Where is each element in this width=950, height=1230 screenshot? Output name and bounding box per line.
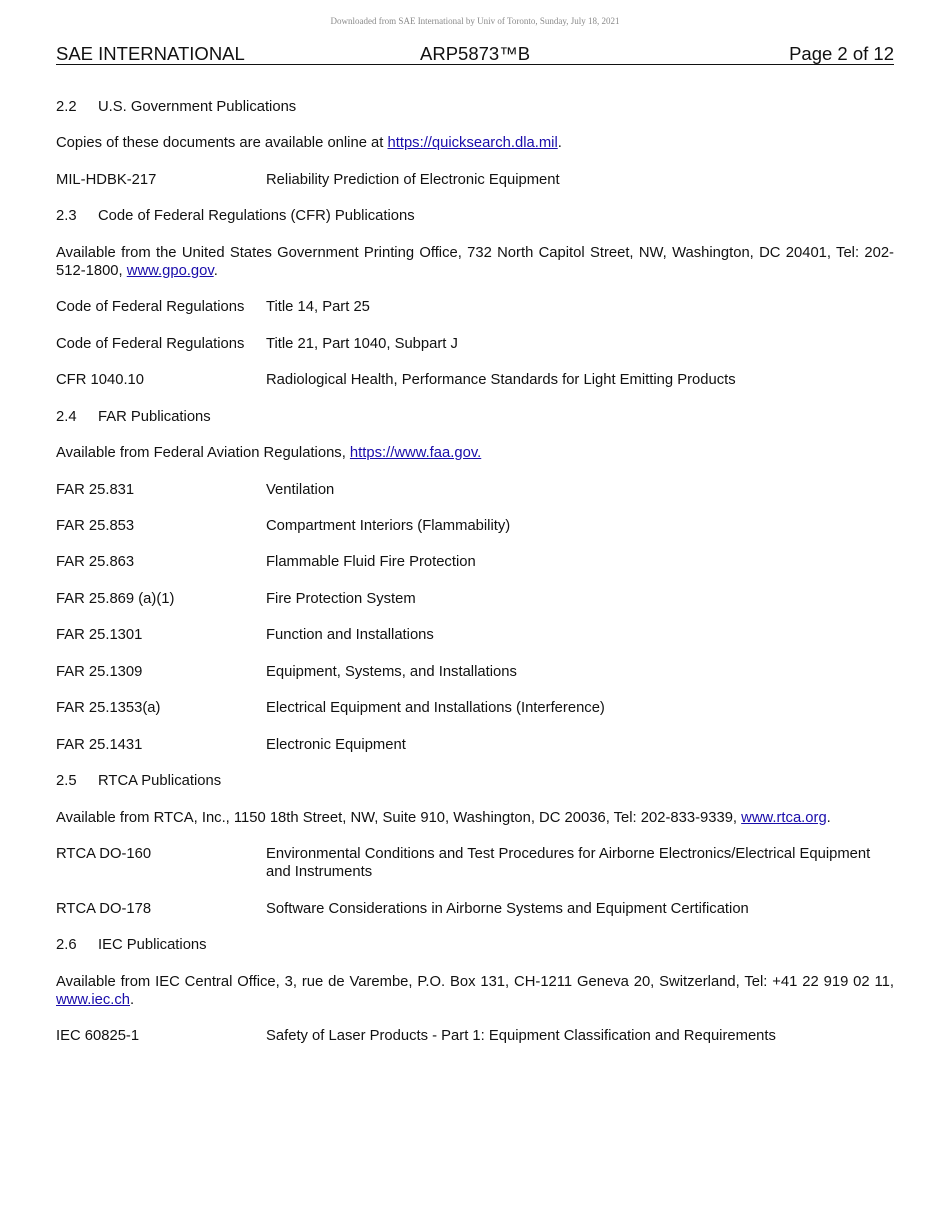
reference-code: IEC 60825-1: [56, 1028, 140, 1044]
reference-title: Electronic Equipment: [266, 737, 406, 753]
reference-code: RTCA DO-178: [56, 901, 152, 917]
section-number: 2.3: [56, 208, 77, 224]
reference-code: CFR 1040.10: [56, 372, 145, 388]
reference-title: Title 14, Part 25: [266, 299, 370, 315]
section-number: 2.6: [56, 937, 77, 953]
section-title: U.S. Government Publications: [98, 99, 297, 115]
section-2-3-heading: [56, 207, 894, 225]
period: .: [213, 263, 218, 279]
section-2-4-availability: [56, 444, 894, 462]
gpo-link[interactable]: www.gpo.gov: [126, 263, 214, 279]
reference-row: [56, 845, 894, 881]
reference-title: Environmental Conditions and Test Procedures for Airborne Electronics/Electrical Equipment and Instruments: [266, 846, 871, 880]
reference-title: Ventilation: [266, 482, 335, 498]
reference-code: FAR 25.1431: [56, 737, 143, 753]
faa-link[interactable]: https://www.faa.gov.: [349, 445, 482, 461]
reference-code: FAR 25.1309: [56, 664, 143, 680]
section-number: 2.4: [56, 409, 77, 425]
header-doc-number: ARP5873™B: [420, 43, 531, 64]
page-header: [56, 44, 894, 65]
reference-code: FAR 25.853: [56, 518, 135, 534]
reference-title: Equipment, Systems, and Installations: [266, 664, 517, 680]
period: .: [557, 135, 562, 151]
reference-code: MIL-HDBK-217: [56, 172, 157, 188]
iec-link[interactable]: www.iec.ch: [56, 992, 131, 1008]
reference-title: Radiological Health, Performance Standards for Light Emitting Products: [266, 372, 736, 388]
section-2-5-availability: [56, 809, 894, 827]
reference-code: FAR 25.1353(a): [56, 700, 161, 716]
section-2-6-heading: [56, 936, 894, 954]
reference-code: FAR 25.831: [56, 482, 135, 498]
reference-title: Safety of Laser Products - Part 1: Equipment Classification and Requirements: [266, 1028, 776, 1044]
section-2-2-availability: [56, 134, 894, 152]
section-title: Code of Federal Regulations (CFR) Publications: [98, 208, 415, 224]
availability-text: Copies of these documents are available online at: [56, 135, 388, 151]
availability-text: Available from the United States Government Printing Office, 732 North Capitol Street, NW, Washington, DC 20401, Tel: 202-512-1800,: [56, 245, 894, 279]
reference-code: FAR 25.863: [56, 554, 135, 570]
reference-code: Code of Federal Regulations: [56, 336, 245, 352]
availability-text: Available from Federal Aviation Regulations,: [56, 445, 350, 461]
period: .: [826, 810, 831, 826]
section-2-6-availability: [56, 973, 894, 1009]
availability-text: Available from RTCA, Inc., 1150 18th Street, NW, Suite 910, Washington, DC 20036, Tel: 202-833-9339,: [56, 810, 742, 826]
header-org: SAE INTERNATIONAL: [56, 43, 245, 64]
section-2-5-heading: [56, 772, 894, 790]
period: .: [130, 992, 135, 1008]
reference-code: Code of Federal Regulations: [56, 299, 245, 315]
section-number: 2.5: [56, 773, 77, 789]
reference-code: RTCA DO-160: [56, 846, 152, 862]
section-number: 2.2: [56, 99, 77, 115]
section-2-2-heading: [56, 98, 894, 116]
reference-code: FAR 25.1301: [56, 627, 143, 643]
reference-title: Title 21, Part 1040, Subpart J: [266, 336, 458, 352]
header-page-number: Page 2 of 12: [789, 43, 894, 64]
section-2-4-heading: [56, 408, 894, 426]
reference-title: Software Considerations in Airborne Systems and Equipment Certification: [266, 901, 749, 917]
reference-title: Compartment Interiors (Flammability): [266, 518, 511, 534]
reference-title: Flammable Fluid Fire Protection: [266, 554, 476, 570]
availability-text: Available from IEC Central Office, 3, rue de Varembe, P.O. Box 131, CH-1211 Geneva 20, Switzerland, Tel: +41 22 919 02 11,: [56, 974, 894, 990]
section-2-3-availability: [56, 244, 894, 280]
section-title: FAR Publications: [98, 409, 211, 425]
reference-title: Reliability Prediction of Electronic Equipment: [266, 172, 560, 188]
rtca-link[interactable]: www.rtca.org: [741, 810, 827, 826]
dla-link[interactable]: https://quicksearch.dla.mil: [387, 135, 558, 151]
reference-title: Electrical Equipment and Installations (Interference): [266, 700, 605, 716]
reference-title: Fire Protection System: [266, 591, 416, 607]
section-title: IEC Publications: [98, 937, 207, 953]
download-watermark: Downloaded from SAE International by Univ of Toronto, Sunday, July 18, 2021: [330, 16, 620, 26]
reference-code: FAR 25.869 (a)(1): [56, 591, 175, 607]
section-title: RTCA Publications: [98, 773, 222, 789]
reference-title: Function and Installations: [266, 627, 434, 643]
